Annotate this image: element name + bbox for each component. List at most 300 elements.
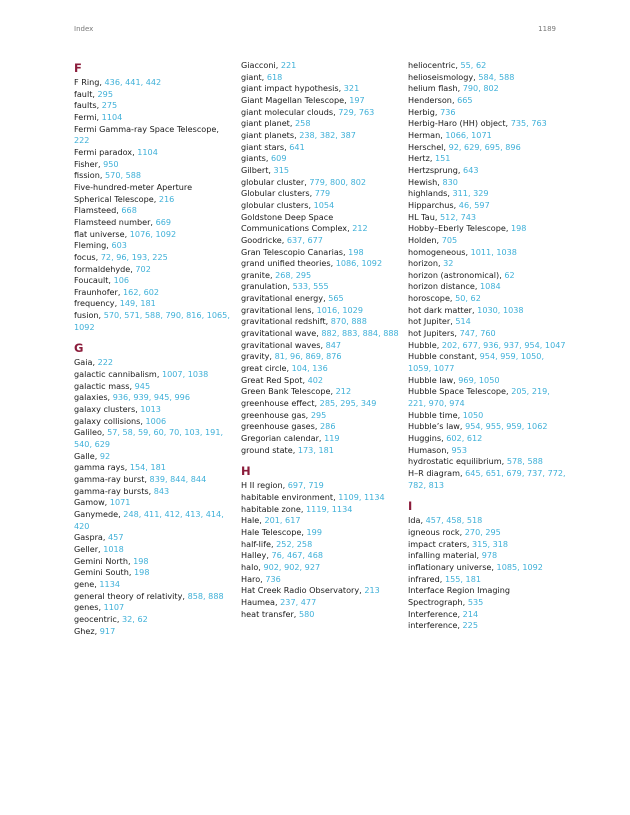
page-reference-link[interactable]: 729 bbox=[338, 106, 354, 117]
page-reference-link[interactable]: 198 bbox=[348, 246, 364, 257]
page-reference-link[interactable]: 1134 bbox=[99, 578, 120, 589]
page-reference-link[interactable]: 1085 bbox=[496, 561, 518, 572]
page-reference-link[interactable]: 72 bbox=[100, 251, 112, 262]
page-reference-link[interactable]: 896 bbox=[505, 141, 521, 152]
page-reference-link[interactable]: 436 bbox=[104, 77, 120, 87]
page-reference-link[interactable]: 1011 bbox=[470, 246, 492, 257]
page-reference-link[interactable]: 578 bbox=[506, 456, 523, 467]
page-reference-link[interactable]: 779 bbox=[309, 176, 325, 187]
page-reference-link[interactable]: 411 bbox=[143, 508, 160, 519]
index-term: greenhouse effect, bbox=[241, 398, 318, 409]
page-reference-link[interactable]: 258 bbox=[296, 538, 313, 549]
page-reference-link[interactable]: 735 bbox=[510, 118, 527, 129]
page-reference-link[interactable]: 763 bbox=[358, 106, 375, 117]
index-entry: infrared, 155, 181 bbox=[408, 573, 481, 584]
index-entry bbox=[241, 410, 399, 422]
page-reference-link[interactable]: 580 bbox=[298, 608, 315, 619]
page-reference-link[interactable]: 597 bbox=[474, 199, 490, 210]
page-reference-link[interactable]: 1006 bbox=[145, 415, 167, 426]
page-reference-link[interactable]: 213 bbox=[364, 585, 380, 596]
page-reference-link[interactable]: 996 bbox=[174, 392, 190, 403]
page-reference-link[interactable]: 286 bbox=[320, 421, 336, 432]
page-reference-link[interactable]: 55 bbox=[460, 60, 471, 70]
page-reference-link[interactable]: 629 bbox=[464, 141, 480, 152]
page-reference-link[interactable]: 959 bbox=[500, 351, 516, 362]
page-reference-link[interactable]: 629 bbox=[94, 439, 111, 450]
index-entry: Hipparchus, 46, 597 bbox=[408, 199, 490, 210]
index-term: ground state, bbox=[241, 444, 296, 455]
page-reference-link[interactable]: 695 bbox=[484, 141, 501, 152]
page-reference-link[interactable]: 888 bbox=[383, 328, 399, 339]
page-reference-link[interactable]: 570 bbox=[105, 170, 121, 181]
page-reference-link[interactable]: 1007 bbox=[161, 369, 183, 380]
page-reference-link[interactable]: 321 bbox=[343, 83, 360, 94]
page-reference-link[interactable]: 212 bbox=[352, 223, 368, 234]
index-term: Gaspra, bbox=[74, 532, 106, 543]
page-reference-link[interactable]: 870 bbox=[330, 316, 347, 327]
page-reference-link[interactable]: 198 bbox=[133, 555, 149, 566]
page-reference-link[interactable]: 518 bbox=[466, 515, 483, 526]
page-reference-link[interactable]: 225 bbox=[152, 251, 168, 262]
page-reference-link[interactable]: 382 bbox=[319, 129, 336, 140]
page-reference-link[interactable]: 162 bbox=[123, 286, 139, 297]
page-reference-link[interactable]: 1050 bbox=[462, 409, 484, 420]
page-reference-link[interactable]: 514 bbox=[455, 316, 471, 327]
page-reference-link[interactable]: 46 bbox=[458, 199, 470, 210]
page-reference-link[interactable]: 104 bbox=[291, 363, 308, 374]
index-entry: Halley, 76, 467, 468 bbox=[241, 550, 323, 561]
page-reference-link[interactable]: 59 bbox=[138, 427, 149, 438]
page-reference-link[interactable]: 1109 bbox=[338, 491, 359, 502]
index-column-2 bbox=[241, 60, 399, 620]
page-reference-link[interactable]: 1107 bbox=[103, 602, 125, 613]
page-reference-link[interactable]: 1018 bbox=[103, 543, 124, 554]
index-entry: Herschel, 92, 629, 695, 896 bbox=[408, 141, 521, 152]
page-reference-link[interactable]: 665 bbox=[457, 94, 473, 105]
page-reference-link[interactable]: 198 bbox=[510, 223, 527, 234]
page-reference-link[interactable]: 1059 bbox=[408, 363, 429, 374]
page-reference-link[interactable]: 902 bbox=[263, 561, 279, 572]
page-reference-link[interactable]: 736 bbox=[440, 106, 456, 117]
page-reference-link[interactable]: 772 bbox=[547, 467, 564, 478]
page-reference-link[interactable]: 1092 bbox=[155, 228, 177, 239]
page-reference-link[interactable]: 76 bbox=[271, 550, 282, 561]
index-entry bbox=[74, 89, 232, 101]
page-reference-link[interactable]: 238 bbox=[299, 129, 315, 140]
page-reference-link[interactable]: 1050 bbox=[478, 374, 500, 385]
page-reference-link[interactable]: 954 bbox=[479, 351, 496, 362]
page-reference-link[interactable]: 719 bbox=[308, 480, 324, 491]
page-reference-link[interactable]: 315 bbox=[273, 164, 289, 175]
page-reference-link[interactable]: 468 bbox=[307, 550, 323, 561]
page-reference-link[interactable]: 570 bbox=[103, 310, 120, 321]
page-reference-link[interactable]: 221 bbox=[280, 60, 297, 70]
page-reference-link[interactable]: 955 bbox=[485, 421, 502, 432]
page-reference-link[interactable]: 295 bbox=[295, 269, 312, 280]
page-reference-link[interactable]: 268 bbox=[275, 269, 291, 280]
page-reference-link[interactable]: 790 bbox=[462, 83, 479, 94]
page-reference-link[interactable]: 222 bbox=[97, 357, 114, 368]
page-reference-link[interactable]: 92 bbox=[448, 141, 459, 152]
page-reference-link[interactable]: 847 bbox=[325, 339, 342, 350]
page-reference-link[interactable]: 737 bbox=[526, 467, 543, 478]
page-reference-link[interactable]: 1038 bbox=[496, 246, 517, 257]
page-reference-link[interactable]: 201 bbox=[264, 515, 280, 526]
page-reference-link[interactable]: 802 bbox=[483, 83, 499, 94]
index-entry bbox=[408, 445, 566, 457]
index-term: Galle, bbox=[74, 450, 98, 461]
page-reference-link[interactable]: 103 bbox=[184, 427, 200, 438]
index-term: granite, bbox=[241, 269, 273, 280]
index-term: impact craters, bbox=[408, 538, 470, 549]
page-reference-link[interactable]: 57 bbox=[107, 427, 118, 438]
page-reference-link[interactable]: 1119 bbox=[306, 503, 327, 514]
page-reference-link[interactable]: 669 bbox=[155, 216, 172, 227]
index-term: Hertz, bbox=[408, 153, 433, 164]
page-reference-link[interactable]: 136 bbox=[312, 363, 328, 374]
page-reference-link[interactable]: 584 bbox=[478, 71, 494, 82]
page-reference-link[interactable]: 441 bbox=[125, 77, 141, 87]
page-reference-link[interactable]: 618 bbox=[266, 71, 283, 82]
page-reference-link[interactable]: 387 bbox=[340, 129, 356, 140]
page-reference-link[interactable]: 32 bbox=[443, 258, 454, 269]
page-reference-link[interactable]: 612 bbox=[466, 433, 483, 443]
page-reference-link[interactable]: 974 bbox=[449, 398, 465, 409]
page-reference-link[interactable]: 677 bbox=[307, 234, 323, 245]
page-reference-link[interactable]: 588 bbox=[144, 310, 161, 321]
page-reference-link[interactable]: 888 bbox=[351, 316, 367, 327]
page-reference-link[interactable]: 225 bbox=[462, 620, 478, 631]
page-reference-link[interactable]: 540 bbox=[74, 439, 90, 450]
page-reference-link[interactable]: 154 bbox=[129, 462, 146, 473]
page-reference-link[interactable]: 237 bbox=[280, 596, 296, 607]
page-reference-link[interactable]: 119 bbox=[324, 433, 340, 443]
page-reference-link[interactable]: 876 bbox=[326, 351, 342, 362]
page-reference-link[interactable]: 668 bbox=[121, 205, 137, 216]
page-reference-link[interactable]: 602 bbox=[446, 433, 462, 443]
page-reference-link[interactable]: 62 bbox=[137, 613, 148, 624]
page-reference-link[interactable]: 442 bbox=[145, 77, 162, 87]
page-reference-link[interactable]: 151 bbox=[434, 153, 451, 164]
index-term: Globular clusters, bbox=[241, 188, 313, 199]
page-reference-link[interactable]: 202 bbox=[441, 339, 458, 350]
page-reference-link[interactable]: 295 bbox=[485, 526, 501, 537]
page-reference-link[interactable]: 295 bbox=[340, 398, 356, 409]
page-reference-link[interactable]: 679 bbox=[506, 467, 522, 478]
page-reference-link[interactable]: 697 bbox=[287, 480, 304, 491]
index-entry: focus, 72, 96, 193, 225 bbox=[74, 251, 168, 262]
index-section-heading: G bbox=[74, 341, 84, 356]
page-reference-link[interactable]: 1092 bbox=[361, 258, 383, 269]
page-reference-link[interactable]: 883 bbox=[342, 328, 358, 339]
page-reference-link[interactable]: 81 bbox=[274, 351, 285, 362]
page-reference-link[interactable]: 193 bbox=[131, 251, 148, 262]
page-reference-link[interactable]: 62 bbox=[504, 269, 515, 280]
page-reference-link[interactable]: 884 bbox=[362, 328, 379, 339]
page-reference-link[interactable]: 603 bbox=[111, 240, 127, 251]
index-term: Hat Creek Radio Observatory, bbox=[241, 585, 362, 596]
index-term: horoscope, bbox=[408, 293, 453, 304]
index-entry bbox=[408, 316, 566, 328]
index-term: giant, bbox=[241, 71, 265, 82]
page-reference-link[interactable]: 937 bbox=[503, 339, 520, 350]
page-reference-link[interactable]: 844 bbox=[190, 474, 207, 484]
index-entry bbox=[241, 609, 399, 621]
page-reference-link[interactable]: 1092 bbox=[522, 561, 543, 572]
index-entry: giant molecular clouds, 729, 763 bbox=[241, 106, 375, 117]
page-reference-link[interactable]: 645 bbox=[465, 467, 481, 478]
page-reference-link[interactable]: 402 bbox=[307, 374, 324, 385]
index-entry bbox=[74, 416, 232, 428]
page-reference-link[interactable]: 32 bbox=[121, 613, 133, 624]
page-reference-link[interactable]: 205 bbox=[511, 386, 527, 397]
page-reference-link[interactable]: 858 bbox=[187, 590, 204, 601]
page-reference-link[interactable]: 702 bbox=[135, 263, 151, 274]
page-reference-link[interactable]: 902 bbox=[284, 561, 300, 572]
index-entry: galactic cannibalism, 1007, 1038 bbox=[74, 369, 209, 380]
index-entry: H–R diagram, 645, 651, 679, 737, 772, 782, 813 bbox=[408, 467, 566, 490]
page-reference-link[interactable]: 412 bbox=[164, 508, 180, 519]
page-reference-link[interactable]: 954 bbox=[465, 421, 481, 432]
page-reference-link[interactable]: 199 bbox=[306, 526, 322, 537]
page-reference-link[interactable]: 763 bbox=[531, 118, 547, 129]
page-reference-link[interactable]: 1071 bbox=[109, 497, 131, 508]
page-reference-link[interactable]: 917 bbox=[99, 625, 116, 636]
page-reference-link[interactable]: 222 bbox=[74, 135, 90, 146]
index-entry: gravitational lens, 1016, 1029 bbox=[241, 304, 363, 315]
page-reference-link[interactable]: 609 bbox=[271, 153, 287, 164]
page-reference-link[interactable]: 1076 bbox=[129, 228, 151, 239]
page-reference-link[interactable]: 477 bbox=[300, 596, 317, 607]
page-reference-link[interactable]: 927 bbox=[304, 561, 321, 572]
page-reference-link[interactable]: 1065 bbox=[206, 310, 228, 321]
page-reference-link[interactable]: 191 bbox=[205, 427, 221, 438]
page-reference-link[interactable]: 1086 bbox=[335, 258, 357, 269]
page-reference-link[interactable]: 736 bbox=[265, 573, 281, 584]
index-entry: ground state, 173, 181 bbox=[241, 444, 334, 455]
page-reference-link[interactable]: 92 bbox=[99, 450, 111, 461]
page-reference-link[interactable]: 106 bbox=[113, 275, 130, 286]
index-column-1 bbox=[74, 62, 232, 637]
page-reference-link[interactable]: 565 bbox=[328, 293, 344, 304]
page-reference-link[interactable]: 173 bbox=[297, 444, 314, 455]
page-reference-link[interactable]: 1054 bbox=[313, 199, 335, 210]
page-reference-link[interactable]: 318 bbox=[492, 538, 509, 549]
page-reference-link[interactable]: 1013 bbox=[140, 404, 161, 415]
page-reference-link[interactable]: 295 bbox=[97, 88, 113, 99]
index-entry: giant planets, 238, 382, 387 bbox=[241, 129, 356, 140]
index-entry: highlands, 311, 329 bbox=[408, 188, 489, 199]
index-term: galactic mass, bbox=[74, 380, 133, 391]
page-reference-link[interactable]: 637 bbox=[286, 234, 303, 245]
page-reference-link[interactable]: 457 bbox=[108, 532, 124, 543]
page-reference-link[interactable]: 62 bbox=[475, 60, 487, 70]
index-term: gravitational redshift, bbox=[241, 316, 329, 327]
page-reference-link[interactable]: 1134 bbox=[364, 491, 385, 502]
page-reference-link[interactable]: 1038 bbox=[187, 369, 209, 380]
page-reference-link[interactable]: 747 bbox=[459, 328, 476, 339]
page-reference-link[interactable]: 839 bbox=[149, 474, 165, 484]
page-reference-link[interactable]: 779 bbox=[314, 188, 331, 199]
page-reference-link[interactable]: 953 bbox=[451, 444, 467, 455]
page-reference-link[interactable]: 1071 bbox=[471, 129, 492, 140]
page-reference-link[interactable]: 62 bbox=[470, 293, 481, 304]
page-reference-link[interactable]: 888 bbox=[208, 590, 224, 601]
page-reference-link[interactable]: 588 bbox=[125, 170, 142, 181]
page-reference-link[interactable]: 844 bbox=[170, 474, 186, 484]
page-reference-link[interactable]: 533 bbox=[292, 281, 309, 292]
index-term: flat universe, bbox=[74, 228, 128, 239]
index-entry bbox=[408, 550, 566, 562]
page-reference-link[interactable]: 252 bbox=[276, 538, 292, 549]
page-reference-link[interactable]: 96 bbox=[116, 251, 127, 262]
page-reference-link[interactable]: 275 bbox=[101, 100, 118, 111]
page-reference-link[interactable]: 760 bbox=[480, 328, 496, 339]
page-reference-link[interactable]: 258 bbox=[295, 118, 311, 129]
page-reference-link[interactable]: 555 bbox=[313, 281, 329, 292]
page-reference-link[interactable]: 1092 bbox=[74, 321, 95, 332]
page-reference-link[interactable]: 939 bbox=[133, 392, 149, 403]
page-reference-link[interactable]: 181 bbox=[140, 298, 156, 309]
page-reference-link[interactable]: 414 bbox=[205, 508, 222, 519]
page-reference-link[interactable]: 198 bbox=[134, 567, 150, 578]
page-reference-link[interactable]: 800 bbox=[330, 176, 346, 187]
page-reference-link[interactable]: 214 bbox=[462, 608, 479, 619]
page-reference-link[interactable]: 802 bbox=[350, 176, 367, 187]
page-reference-link[interactable]: 181 bbox=[150, 462, 166, 473]
page-reference-link[interactable]: 181 bbox=[318, 444, 334, 455]
page-reference-link[interactable]: 219 bbox=[531, 386, 548, 397]
page-reference-link[interactable]: 1050 bbox=[520, 351, 542, 362]
index-entry bbox=[408, 585, 566, 608]
page-reference-link[interactable]: 458 bbox=[446, 515, 462, 526]
page-reference-link[interactable]: 1030 bbox=[477, 304, 498, 315]
page-reference-link[interactable]: 950 bbox=[103, 158, 119, 169]
page-reference-link[interactable]: 816 bbox=[186, 310, 202, 321]
page-reference-link[interactable]: 58 bbox=[122, 427, 133, 438]
index-term: horizon, bbox=[408, 258, 441, 269]
page-reference-link[interactable]: 1084 bbox=[480, 281, 501, 292]
page-reference-link[interactable]: 936 bbox=[483, 339, 499, 350]
page-reference-link[interactable]: 70 bbox=[168, 427, 180, 438]
page-reference-link[interactable]: 535 bbox=[467, 596, 484, 607]
page-reference-link[interactable]: 270 bbox=[464, 526, 481, 537]
page-reference-link[interactable]: 641 bbox=[289, 141, 305, 152]
page-reference-link[interactable]: 743 bbox=[460, 211, 477, 222]
page-reference-link[interactable]: 945 bbox=[134, 380, 151, 391]
page-reference-link[interactable]: 705 bbox=[441, 234, 458, 245]
index-term: Hubble Space Telescope, bbox=[408, 386, 509, 397]
page-reference-link[interactable]: 945 bbox=[153, 392, 170, 403]
page-reference-link[interactable]: 1066 bbox=[445, 129, 466, 140]
page-number: 1189 bbox=[538, 25, 556, 33]
page-reference-link[interactable]: 830 bbox=[442, 176, 458, 187]
page-reference-link[interactable]: 936 bbox=[112, 392, 129, 403]
page-reference-link[interactable]: 643 bbox=[463, 164, 479, 175]
page-reference-link[interactable]: 843 bbox=[153, 485, 170, 496]
page-reference-link[interactable]: 1077 bbox=[433, 363, 455, 374]
page-reference-link[interactable]: 1038 bbox=[502, 304, 524, 315]
index-term: gravitational energy, bbox=[241, 293, 326, 304]
page-reference-link[interactable]: 651 bbox=[485, 467, 502, 478]
page-reference-link[interactable]: 1029 bbox=[342, 304, 363, 315]
page-reference-link[interactable]: 1104 bbox=[137, 146, 158, 157]
page-reference-link[interactable]: 96 bbox=[290, 351, 301, 362]
page-reference-link[interactable]: 602 bbox=[143, 286, 160, 297]
page-reference-link[interactable]: 978 bbox=[481, 550, 498, 561]
index-term: Fisher, bbox=[74, 158, 101, 169]
page-reference-link[interactable]: 588 bbox=[527, 456, 543, 467]
index-term: formaldehyde, bbox=[74, 263, 133, 274]
page-reference-link[interactable]: 1062 bbox=[526, 421, 548, 432]
index-term: heat transfer, bbox=[241, 608, 297, 619]
page-reference-link[interactable]: 197 bbox=[349, 94, 365, 105]
page-reference-link[interactable]: 467 bbox=[286, 550, 303, 561]
index-entry: gravity, 81, 96, 869, 876 bbox=[241, 351, 342, 362]
page-reference-link[interactable]: 790 bbox=[165, 310, 181, 321]
index-term: hot Jupiter, bbox=[408, 316, 453, 327]
page-reference-link[interactable]: 1104 bbox=[101, 111, 123, 122]
page-reference-link[interactable]: 571 bbox=[124, 310, 140, 321]
page-reference-link[interactable]: 959 bbox=[506, 421, 522, 432]
page-reference-link[interactable]: 329 bbox=[473, 188, 489, 199]
page-reference-link[interactable]: 813 bbox=[428, 479, 445, 490]
index-term: Haro, bbox=[241, 573, 263, 584]
index-term: inflationary universe, bbox=[408, 561, 494, 572]
page-reference-link[interactable]: 212 bbox=[335, 386, 352, 397]
page-reference-link[interactable]: 311 bbox=[452, 188, 468, 199]
page-reference-link[interactable]: 970 bbox=[428, 398, 445, 409]
page-reference-link[interactable]: 216 bbox=[158, 193, 175, 204]
page-reference-link[interactable]: 512 bbox=[440, 211, 456, 222]
page-reference-link[interactable]: 285 bbox=[319, 398, 336, 409]
page-reference-link[interactable]: 60 bbox=[153, 427, 164, 438]
page-reference-link[interactable]: 221 bbox=[408, 398, 424, 409]
page-reference-link[interactable]: 782 bbox=[408, 479, 424, 490]
page-reference-link[interactable]: 882 bbox=[321, 328, 337, 339]
page-reference-link[interactable]: 617 bbox=[285, 515, 301, 526]
page-reference-link[interactable]: 248 bbox=[123, 508, 139, 519]
index-term: geocentric, bbox=[74, 613, 120, 624]
page-reference-link[interactable]: 869 bbox=[305, 351, 321, 362]
index-term: gravitational wave, bbox=[241, 328, 319, 339]
page-reference-link[interactable]: 457 bbox=[425, 515, 442, 526]
page-reference-link[interactable]: 181 bbox=[465, 573, 481, 584]
index-term: horizon (astronomical), bbox=[408, 269, 502, 280]
page-reference-link[interactable]: 295 bbox=[310, 409, 327, 420]
page-reference-link[interactable]: 413 bbox=[185, 508, 201, 519]
index-entry bbox=[74, 404, 232, 416]
page-reference-link[interactable]: 969 bbox=[458, 374, 474, 385]
page-reference-link[interactable]: 149 bbox=[119, 298, 136, 309]
page-reference-link[interactable]: 315 bbox=[472, 538, 488, 549]
page-reference-link[interactable]: 420 bbox=[74, 520, 90, 531]
page-reference-link[interactable]: 588 bbox=[498, 71, 515, 82]
index-entry bbox=[74, 626, 232, 638]
page-reference-link[interactable]: 50 bbox=[455, 293, 466, 304]
page-reference-link[interactable]: 1134 bbox=[331, 503, 353, 514]
index-entry bbox=[74, 602, 232, 614]
page-reference-link[interactable]: 954 bbox=[524, 339, 540, 350]
index-term: focus, bbox=[74, 251, 99, 262]
index-term: H II region, bbox=[241, 480, 286, 491]
page-reference-link[interactable]: 1047 bbox=[544, 339, 566, 350]
page-reference-link[interactable]: 677 bbox=[462, 339, 478, 350]
page-reference-link[interactable]: 155 bbox=[444, 573, 461, 584]
page-reference-link[interactable]: 1016 bbox=[316, 304, 338, 315]
index-term: giants, bbox=[241, 153, 269, 164]
page-reference-link[interactable]: 349 bbox=[360, 398, 377, 409]
